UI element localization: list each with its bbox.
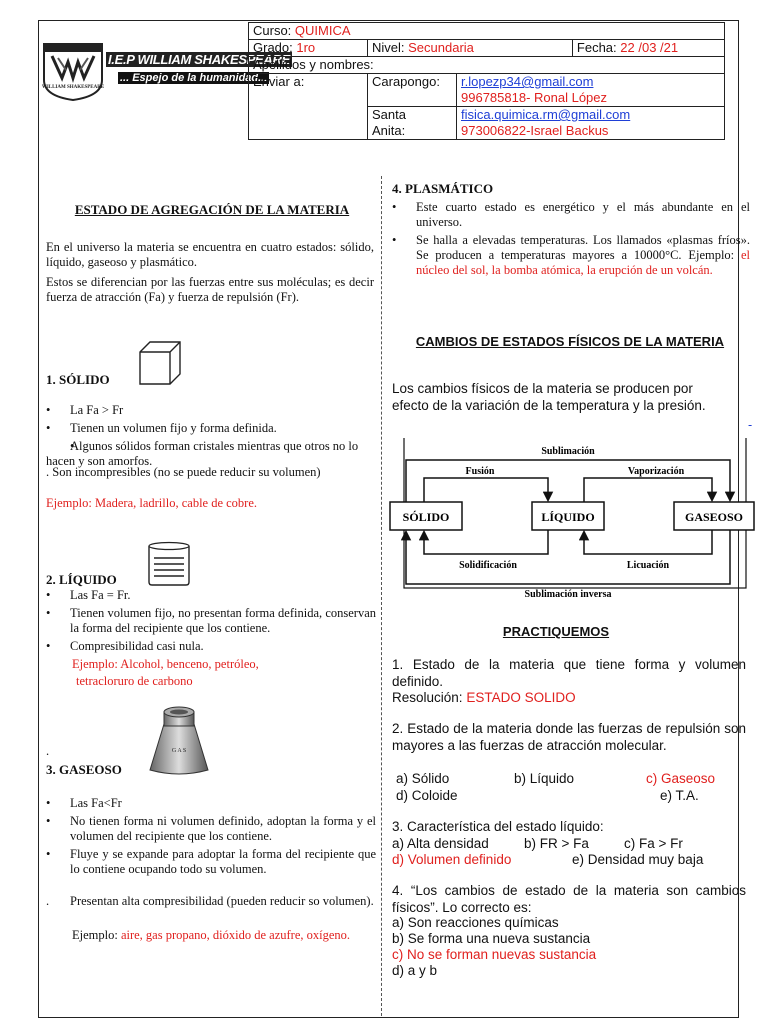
left-title: ESTADO DE AGREGACIÓN DE LA MATERIA	[74, 202, 350, 217]
intro-paragraph-1: En el universo la materia se encuentra en cuatro estados: sólido, líquido, gaseoso y plasmático.	[46, 240, 374, 269]
gas-list	[46, 796, 376, 880]
gas-label-box: GASEOSO	[684, 510, 744, 524]
header-table	[248, 22, 725, 140]
solid-example: Ejemplo: Madera, ladrillo, cable de cobre.	[46, 496, 258, 510]
logo-text: WILLIAM SHAKESPEARE	[41, 85, 105, 90]
solidification-label: Solidificación	[459, 560, 517, 571]
date-cell: Fecha: 22 /03 /21	[572, 40, 724, 57]
send-cell: Enviar a:	[249, 74, 368, 140]
beaker-icon	[146, 540, 192, 586]
intro-paragraph-2: Estos se diferencian por las fuerzas entre sus moléculas; es decir fuerza de atracción (Fa) y fuerza de repulsión (Fr).	[46, 275, 374, 304]
q3-option-e: e) Densidad muy baja	[572, 852, 704, 867]
q4-option-c: c) No se forman nuevas sustancia	[392, 947, 597, 962]
inverse-sublimation-arrow	[406, 530, 730, 584]
school-motto: ... Espejo de la humanidad...	[120, 72, 268, 84]
list-item: • Compresibilidad casi nula.	[46, 639, 376, 654]
fusion-label: Fusión	[465, 466, 495, 477]
gas-dot: .	[46, 744, 50, 758]
list-item: • Las Fa<Fr	[46, 796, 376, 811]
solidification-arrow	[424, 530, 548, 554]
loc2-email[interactable]: fisica.quimica.rm@gmail.com	[461, 107, 631, 122]
gas-extra-dot: .	[46, 894, 50, 908]
q4-option-a: a) Son reacciones químicas	[392, 915, 559, 930]
level-cell: Nivel: Secundaria	[368, 40, 573, 57]
list-item: • Tienen un volumen fijo y forma definida.	[46, 421, 376, 436]
grade-cell: Grado: 1ro	[249, 40, 368, 57]
question-3: 3. Característica del estado líquido:	[392, 819, 604, 834]
question-1-resolution: Resolución: ESTADO SOLIDO	[392, 690, 576, 705]
sublimation-label: Sublimación	[541, 446, 595, 457]
names-cell: Apellidos y nombres:	[249, 57, 725, 74]
q2-option-a: a) Sólido	[396, 771, 450, 786]
solid-label: SÓLIDO	[402, 510, 450, 524]
solid-list	[46, 403, 376, 472]
changes-text: Los cambios físicos de la materia se producen por efecto de la variación de la temperatura y la presión.	[392, 381, 706, 413]
practice-title: PRACTIQUEMOS	[502, 624, 610, 639]
list-item: • Fluye y se expande para adoptar la forma del recipiente que lo contiene ocupando todo su volumen.	[46, 847, 376, 877]
gas-example: Ejemplo: aire, gas propano, dióxido de azufre, oxígeno.	[72, 928, 351, 942]
plasma-list	[392, 200, 750, 281]
vaporization-arrow	[584, 478, 712, 502]
changes-title: CAMBIOS DE ESTADOS FÍSICOS DE LA MATERIA	[415, 334, 725, 349]
solid-heading: 1. SÓLIDO	[46, 372, 110, 387]
state-change-diagram	[384, 438, 764, 604]
list-item: • La Fa > Fr	[46, 403, 376, 418]
gas-extra: Presentan alta compresibilidad (pueden reducir so volumen).	[70, 894, 374, 908]
question-2: 2. Estado de la materia donde las fuerzas de repulsión son mayores a las fuerzas de atracción molecular.	[392, 721, 746, 753]
list-item: • No tienen forma ni volumen definido, adoptan la forma y el volumen del recipiente que los contiene.	[46, 814, 376, 844]
plasma-heading: 4. PLASMÁTICO	[392, 181, 494, 196]
liquid-example-1: Ejemplo: Alcohol, benceno, petróleo,	[72, 657, 259, 671]
q3-option-b: b) FR > Fa	[524, 836, 589, 851]
inverse-sublimation-label: Sublimación inversa	[524, 589, 612, 600]
list-item: • Se halla a elevadas temperaturas. Los llamados «plasmas fríos». Se producen a temperaturas mayores a 10000°C. Ejemplo: el núcleo del sol, la bomba atómica, la erupción de un volcán.	[392, 233, 750, 278]
list-item: • Algunos sólidos forman cristales mientras que otros no lo hacen y son amorfos.	[46, 439, 376, 469]
q3-option-d: d) Volumen definido	[392, 852, 512, 867]
q2-option-b: b) Líquido	[514, 771, 575, 786]
liquid-example-2: tetracloruro de carbono	[76, 674, 193, 688]
loc1-phone: 996785818- Ronal López	[461, 90, 608, 105]
question-4: 4. “Los cambios de estado de la materia son cambios físicos”. Lo correcto es:	[392, 883, 746, 915]
solid-extra: . Son incompresibles (no se puede reducir su volumen)	[46, 465, 321, 479]
liquid-list	[46, 588, 376, 657]
gas-label: G A S	[171, 748, 187, 754]
school-name: I.E.P WILLIAM SHAKESPEARE	[108, 52, 290, 67]
q2-option-d: d) Coloide	[396, 788, 458, 803]
liquid-label: LÍQUIDO	[541, 510, 595, 524]
liquid-heading: 2. LÍQUIDO	[46, 572, 117, 587]
cube-icon	[138, 340, 182, 386]
loc1-label: Carapongo:	[368, 74, 457, 107]
loc1-email[interactable]: r.lopezp34@gmail.com	[461, 74, 594, 89]
school-logo-icon	[40, 40, 106, 102]
q3-option-c: c) Fa > Fr	[624, 836, 683, 851]
vaporization-label: Vaporización	[627, 466, 685, 477]
list-item: • Este cuarto estado es energético y el más abundante en el universo.	[392, 200, 750, 230]
loc1-contact	[457, 74, 725, 107]
q2-option-e: e) T.A.	[660, 788, 699, 803]
loc2-contact	[457, 107, 725, 140]
q4-option-d: d) a y b	[392, 963, 438, 978]
column-divider	[381, 176, 382, 1016]
stray-dash: -	[748, 418, 753, 432]
q4-option-b: b) Se forma una nueva sustancia	[392, 931, 591, 946]
loc2-label: Santa Anita:	[368, 107, 457, 140]
course-cell: Curso: QUIMICA	[249, 23, 725, 40]
question-1: 1. Estado de la materia que tiene forma y volumen definido.	[392, 657, 746, 689]
list-item: • Tienen volumen fijo, no presentan forma definida, conservan la forma del recipiente que los contiene.	[46, 606, 376, 636]
fusion-arrow	[424, 478, 548, 502]
gas-heading: 3. GASEOSO	[46, 762, 122, 777]
gas-container-icon	[146, 702, 212, 778]
list-item: • Las Fa = Fr.	[46, 588, 376, 603]
loc2-phone: 973006822-Israel Backus	[461, 123, 609, 138]
q3-option-a: a) Alta densidad	[392, 836, 489, 851]
q2-option-c: c) Gaseoso	[646, 771, 716, 786]
licuation-arrow	[584, 530, 712, 554]
licuation-label: Licuación	[626, 560, 670, 571]
